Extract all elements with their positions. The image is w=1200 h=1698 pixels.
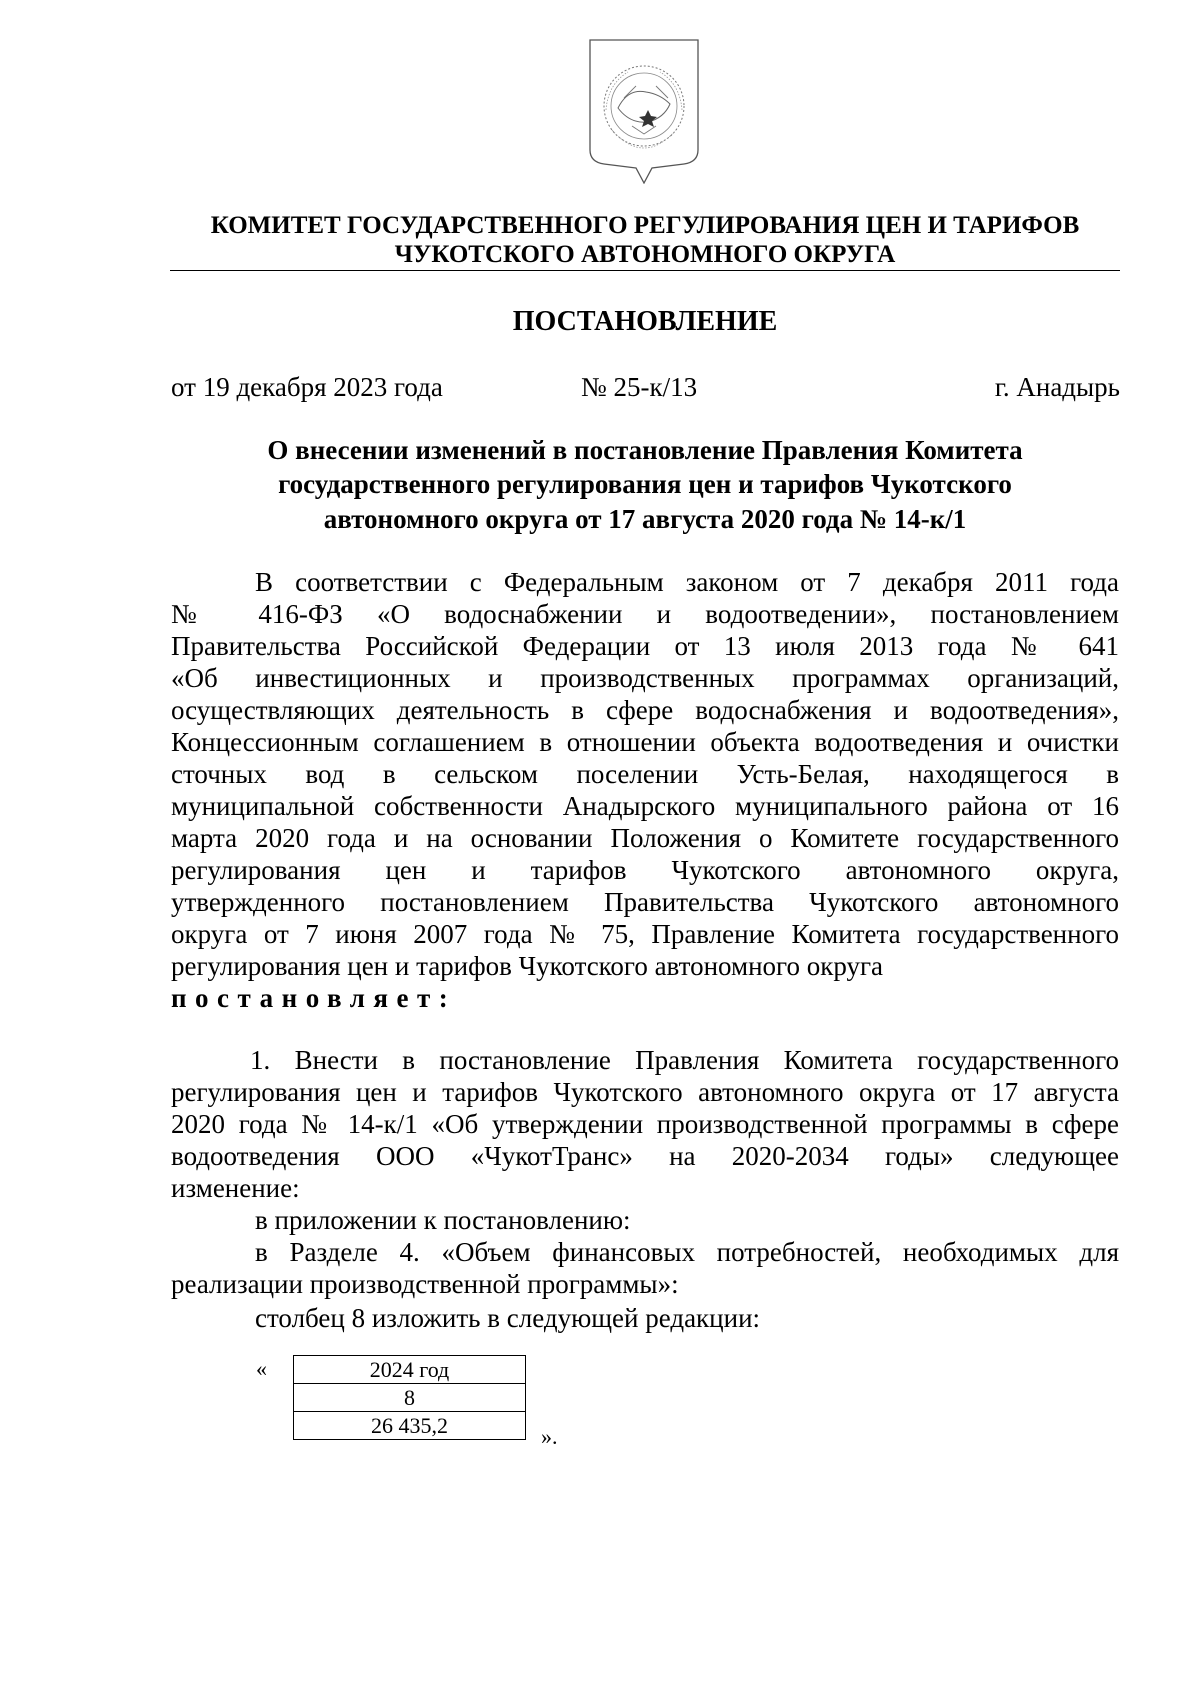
item-line: регулирования цен и тарифов Чукотского автономного округа от 17 августа bbox=[171, 1077, 1119, 1107]
section-line: в Разделе 4. «Объем финансовых потребностей, необходимых для bbox=[255, 1237, 1119, 1267]
preamble-line: регулирования цен и тарифов Чукотского автономного округа, bbox=[171, 855, 1119, 885]
document-number: № 25-к/13 bbox=[581, 372, 698, 402]
item-line: водоотведения ООО «ЧукотТранс» на 2020-2034 годы» следующее bbox=[171, 1141, 1119, 1171]
item-line: 1. Внести в постановление Правления Комитета государственного bbox=[250, 1045, 1119, 1075]
organization-name-line1: КОМИТЕТ ГОСУДАРСТВЕННОГО РЕГУЛИРОВАНИЯ ЦЕН И ТАРИФОВ bbox=[210, 212, 1080, 239]
preamble-line: Концессионным соглашением в отношении объекта водоотведения и очистки bbox=[171, 727, 1119, 757]
preamble-line: марта 2020 года и на основании Положения о Комитете государственного bbox=[171, 823, 1119, 853]
preamble-line: муниципальной собственности Анадырского муниципального района от 16 bbox=[171, 791, 1119, 821]
table-row bbox=[294, 1412, 526, 1440]
item-line: изменение: bbox=[171, 1173, 300, 1203]
table-cell: 2024 год bbox=[294, 1356, 526, 1384]
annex-line: в приложении к постановлению: bbox=[255, 1205, 631, 1235]
preamble-line: сточных вод в сельском поселении Усть-Белая, находящегося в bbox=[171, 759, 1119, 789]
preamble-line: В соответствии с Федеральным законом от 7 декабря 2011 года bbox=[255, 567, 1119, 597]
table-cell: 8 bbox=[294, 1384, 526, 1412]
resolves-word: постановляет: bbox=[171, 983, 457, 1013]
header-divider bbox=[170, 270, 1120, 271]
coat-of-arms-icon bbox=[588, 38, 700, 184]
preamble-line: утвержденного постановлением Правительства Чукотского автономного bbox=[171, 887, 1119, 917]
preamble-line: «Об инвестиционных и производственных программах организаций, bbox=[171, 663, 1119, 693]
table-cell: 26 435,2 bbox=[294, 1412, 526, 1440]
close-quote: ». bbox=[541, 1424, 558, 1449]
table-row bbox=[294, 1356, 526, 1384]
preamble-line: осуществляющих деятельность в сфере водоснабжения и водоотведения», bbox=[171, 695, 1119, 725]
table-row bbox=[294, 1384, 526, 1412]
preamble-line: № 416-ФЗ «О водоснабжении и водоотведении», постановлением bbox=[171, 599, 1119, 629]
column-instruction: столбец 8 изложить в следующей редакции: bbox=[255, 1303, 761, 1333]
item-line: 2020 года № 14-к/1 «Об утверждении производственной программы в сфере bbox=[171, 1109, 1119, 1139]
preamble-line: округа от 7 июня 2007 года № 75, Правление Комитета государственного bbox=[171, 919, 1119, 949]
subject-line: автономного округа от 17 августа 2020 года № 14-к/1 bbox=[323, 504, 967, 534]
open-quote: « bbox=[256, 1356, 267, 1381]
preamble-line: Правительства Российской Федерации от 13 июля 2013 года № 641 bbox=[171, 631, 1119, 661]
section-line: реализации производственной программы»: bbox=[171, 1269, 679, 1299]
document-city: г. Анадырь bbox=[994, 372, 1120, 402]
document-type: ПОСТАНОВЛЕНИЕ bbox=[512, 306, 778, 337]
subject-line: государственного регулирования цен и тарифов Чукотского bbox=[278, 469, 1012, 499]
replacement-table bbox=[293, 1355, 526, 1440]
document-date: от 19 декабря 2023 года bbox=[171, 372, 443, 402]
preamble-line: регулирования цен и тарифов Чукотского автономного округа bbox=[171, 951, 884, 981]
organization-name-line2: ЧУКОТСКОГО АВТОНОМНОГО ОКРУГА bbox=[394, 241, 896, 268]
subject-line: О внесении изменений в постановление Правления Комитета bbox=[267, 435, 1023, 465]
